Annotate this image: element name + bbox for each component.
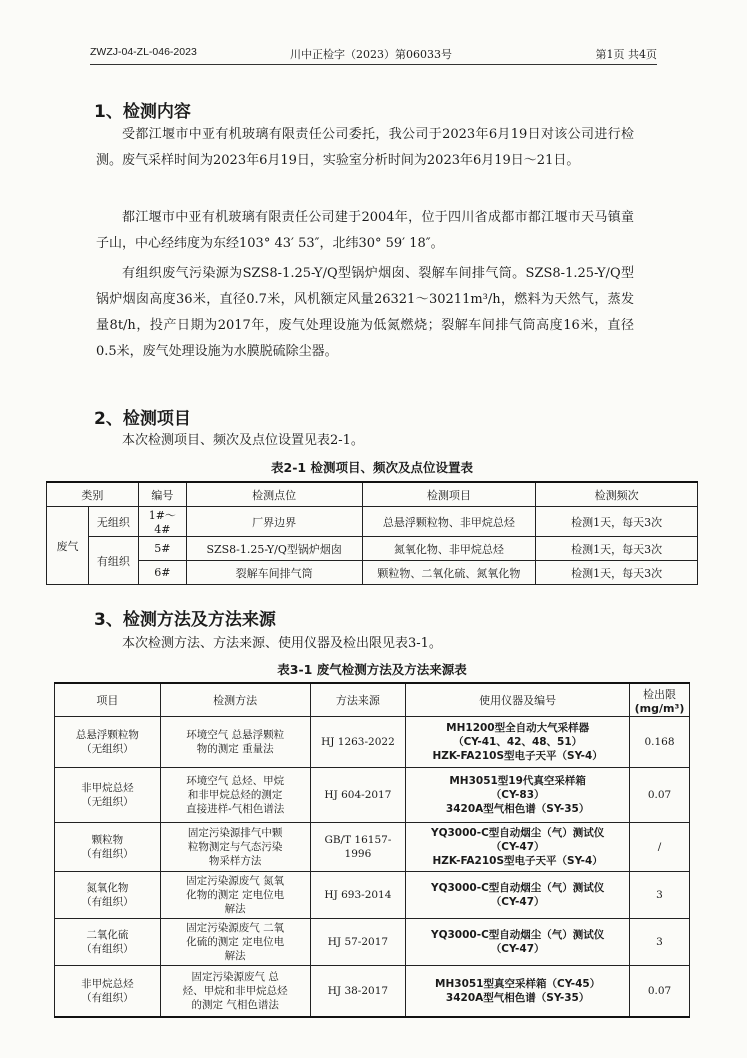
number-cell: 5# [138, 537, 186, 561]
section-1-para-3: 有组织废气污染源为SZS8-1.25-Y/Q型锅炉烟囱、裂解车间排气筒。SZS8-1.25-Y/Q型锅炉烟囱高度36米，直径0.7米，风机额定风量26321～30211m³/h，燃料为天然气，蒸发量8t/h，投产日期为2017年，废气处理设施为低氮燃烧；裂解车间排气筒高度16米，直径0.5米，废气处理设施为水膜脱硫除尘器。 [96, 266, 634, 359]
section-3-intro: 本次检测方法、方法来源、使用仪器及检出限见表3-1。 [122, 636, 442, 651]
instrument-cell [406, 966, 630, 1018]
col-header-instrument: 使用仪器及编号 [406, 683, 630, 717]
method-cell-line: 直接进样-气相色谱法 [186, 803, 285, 815]
subcategory-cell: 无组织 [88, 507, 138, 537]
col-header-item: 项目 [55, 683, 161, 717]
number-cell: 1#～4# [138, 507, 186, 537]
method-cell-line: 环境空气 总悬浮颗粒 [186, 729, 285, 741]
col-header-number: 编号 [138, 482, 186, 507]
frequency-cell: 检测1天，每天3次 [536, 537, 698, 561]
method-cell [160, 823, 310, 872]
items-cell: 氮氧化物、非甲烷总烃 [362, 537, 536, 561]
method-cell-line: 固定污染源废气 氮氧 [186, 875, 285, 887]
instrument-cell-line: YQ3000-C型自动烟尘（气）测试仪 [430, 929, 605, 941]
item-cell-line: （有组织） [81, 992, 134, 1004]
page-number: 第1页 共4页 [595, 48, 657, 61]
source-cell: HJ 604-2017 [310, 768, 406, 823]
category-cell: 废气 [47, 507, 89, 585]
table-3-1-caption: 表3-1 废气检测方法及方法来源表 [277, 662, 467, 677]
col-header-category: 类别 [47, 482, 139, 507]
instrument-cell-line: （CY-47） [490, 896, 545, 908]
method-cell-line: 物的测定 重量法 [196, 743, 274, 755]
instrument-cell-line: （CY-47） [490, 943, 545, 955]
table-row [47, 507, 698, 537]
instrument-cell-line: HZK-FA210S型电子天平（SY-4） [432, 750, 603, 762]
limit-header-line-2: (mg/m³) [634, 701, 685, 715]
instrument-cell-line: YQ3000-C型自动烟尘（气）测试仪 [430, 882, 605, 894]
method-cell [160, 966, 310, 1018]
page-header [90, 44, 657, 65]
item-cell-line: （无组织） [81, 796, 134, 808]
source-cell: HJ 57-2017 [310, 919, 406, 966]
section-1-para-2: 都江堰市中亚有机玻璃有限责任公司建于2004年，位于四川省成都市都江堰市天马镇童子山，中心经纬度为东经103° 43′ 53″，北纬30° 59′ 18″。 [96, 210, 634, 251]
instrument-cell-line: 3420A型气相色谱（SY-35） [445, 803, 590, 815]
method-cell [160, 768, 310, 823]
table-row [55, 823, 690, 872]
method-cell-line: 粒物测定与气态污染 [187, 841, 283, 853]
section-3-title: 3、检测方法及方法来源 [94, 610, 276, 630]
method-cell-line: 解法 [224, 903, 246, 915]
section-2-intro: 本次检测项目、频次及点位设置见表2-1。 [122, 433, 364, 448]
doc-code: ZWZJ-04-ZL-046-2023 [90, 46, 197, 58]
item-cell [55, 872, 161, 919]
method-cell [160, 872, 310, 919]
source-cell: HJ 1263-2022 [310, 717, 406, 768]
item-cell [55, 823, 161, 872]
item-cell [55, 919, 161, 966]
col-header-point: 检测点位 [186, 482, 362, 507]
instrument-cell [406, 823, 630, 872]
number-cell: 6# [138, 561, 186, 585]
section-2-title: 2、检测项目 [94, 409, 191, 429]
table-2-1-caption: 表2-1 检测项目、频次及点位设置表 [271, 460, 473, 475]
method-cell-line: 固定污染源废气 二氧 [186, 922, 285, 934]
point-cell: 厂界边界 [186, 507, 362, 537]
instrument-cell-line: （CY-41、42、48、51） [453, 736, 583, 748]
method-cell-line: 环境空气 总烃、甲烷 [186, 775, 285, 787]
item-cell [55, 966, 161, 1018]
table-3-1 [54, 682, 690, 1018]
instrument-cell-line: MH3051型真空采样箱（CY-45） [435, 978, 601, 990]
table-row [55, 966, 690, 1018]
source-cell: HJ 38-2017 [310, 966, 406, 1018]
item-cell-line: 颗粒物 [91, 834, 124, 846]
source-cell: HJ 693-2014 [310, 872, 406, 919]
section-1-title: 1、检测内容 [94, 102, 191, 122]
instrument-cell-line: 3420A型气相色谱（SY-35） [445, 992, 590, 1004]
method-cell-line: 和非甲烷总烃的测定 [187, 789, 283, 801]
limit-cell: / [630, 823, 690, 872]
method-cell [160, 717, 310, 768]
method-cell-line: 物采样方法 [208, 855, 262, 867]
instrument-cell [406, 872, 630, 919]
point-cell: 裂解车间排气筒 [186, 561, 362, 585]
method-cell-line: 的测定 气相色谱法 [191, 999, 279, 1011]
frequency-cell: 检测1天，每天3次 [536, 507, 698, 537]
col-header-limit [630, 683, 690, 717]
table-2-1 [46, 481, 698, 585]
instrument-cell-line: MH3051型19代真空采样箱 [449, 775, 586, 787]
limit-cell: 0.07 [630, 768, 690, 823]
item-cell-line: （有组织） [81, 896, 134, 908]
item-cell [55, 768, 161, 823]
section-1-para-1: 受都江堰市中亚有机玻璃有限责任公司委托，我公司于2023年6月19日对该公司进行检测。废气采样时间为2023年6月19日，实验室分析时间为2023年6月19日～21日。 [96, 127, 634, 168]
limit-header-line-1: 检出限 [643, 687, 676, 701]
instrument-cell-line: MH1200型全自动大气采样器 [446, 722, 590, 734]
frequency-cell: 检测1天，每天3次 [536, 561, 698, 585]
item-cell-line: （有组织） [81, 943, 134, 955]
instrument-cell [406, 768, 630, 823]
method-cell-line: 固定污染源排气中颗 [187, 827, 283, 839]
item-cell-line: 总悬浮颗粒物 [75, 729, 139, 741]
limit-cell: 0.168 [630, 717, 690, 768]
instrument-cell-line: HZK-FA210S型电子天平（SY-4） [432, 855, 603, 867]
point-cell: SZS8-1.25-Y/Q型锅炉烟囱 [186, 537, 362, 561]
table-row [55, 717, 690, 768]
instrument-cell-line: （CY-47） [490, 841, 545, 853]
item-cell-line: 非甲烷总烃 [81, 978, 134, 990]
table-row [55, 872, 690, 919]
method-cell-line: 化硫的测定 定电位电 [186, 936, 285, 948]
limit-cell: 0.07 [630, 966, 690, 1018]
table-row [47, 537, 698, 561]
item-cell-line: 氮氧化物 [86, 882, 129, 894]
items-cell: 总悬浮颗粒物、非甲烷总烃 [362, 507, 536, 537]
table-row [47, 561, 698, 585]
col-header-items: 检测项目 [362, 482, 536, 507]
col-header-frequency: 检测频次 [536, 482, 698, 507]
method-cell-line: 固定污染源废气 总 [191, 971, 279, 983]
method-cell [160, 919, 310, 966]
table-row [55, 919, 690, 966]
item-cell-line: 二氧化硫 [86, 929, 129, 941]
report-number: 川中正检字（2023）第06033号 [290, 48, 452, 61]
instrument-cell [406, 919, 630, 966]
method-cell-line: 化物的测定 定电位电 [186, 889, 285, 901]
method-cell-line: 烃、甲烷和非甲烷总烃 [182, 985, 288, 997]
instrument-cell [406, 717, 630, 768]
item-cell-line: 非甲烷总烃 [81, 782, 134, 794]
instrument-cell-line: YQ3000-C型自动烟尘（气）测试仪 [430, 827, 605, 839]
table-row [55, 768, 690, 823]
limit-cell: 3 [630, 872, 690, 919]
item-cell-line: （有组织） [81, 848, 134, 860]
method-cell-line: 解法 [224, 950, 246, 962]
source-cell: GB/T 16157-1996 [310, 823, 406, 872]
item-cell-line: （无组织） [81, 743, 134, 755]
col-header-method: 检测方法 [160, 683, 310, 717]
subcategory-cell: 有组织 [88, 537, 138, 585]
item-cell [55, 717, 161, 768]
col-header-source: 方法来源 [310, 683, 406, 717]
instrument-cell-line: （CY-83） [490, 789, 545, 801]
limit-cell: 3 [630, 919, 690, 966]
items-cell: 颗粒物、二氧化硫、氮氧化物 [362, 561, 536, 585]
